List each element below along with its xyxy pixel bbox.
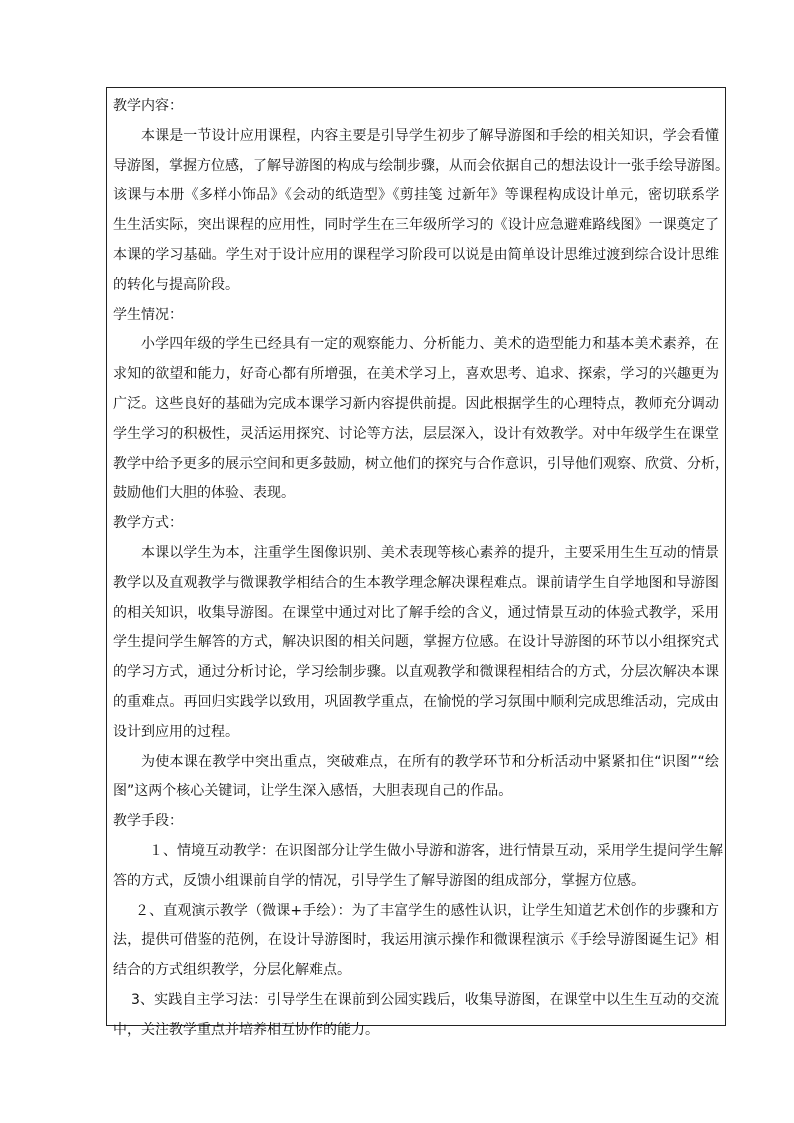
lesson-plan-content: [113, 92, 729, 1046]
paragraph-line: 学生提问学生解答的方式，解决识图的相关问题，掌握方位感。在设计导游图的环节以小组探究式: [113, 634, 719, 651]
section-heading-means: 教学手段：: [113, 813, 183, 830]
paragraph-line: 广泛。这些良好的基础为完成本课学习新内容提供前提。因此根据学生的心理特点，教师充分调动: [113, 395, 719, 412]
paragraph-line: 学生学习的积极性，灵活运用探究、讨论等方法，层层深入，设计有效教学。对中年级学生在课堂: [113, 425, 719, 442]
list-item-line: 答的方式，反馈小组课前自学的情况，引导学生了解导游图的组成部分，掌握方位感。: [113, 872, 645, 889]
paragraph-line: 设计到应用的过程。: [113, 723, 239, 740]
paragraph-line: 导游图，掌握方位感，了解导游图的构成与绘制步骤，从而会依据自己的想法设计一张手绘导游图。: [113, 157, 729, 174]
section-heading-method: 教学方式：: [113, 515, 183, 532]
paragraph-line: 教学以及直观教学与微课教学相结合的生本教学理念解决课程难点。课前请学生自学地图和导游图: [113, 574, 719, 591]
paragraph-line: 本课是一节设计应用课程，内容主要是引导学生初步了解导游图和手绘的相关知识，学会看懂: [141, 127, 719, 144]
paragraph-line: 该课与本册《多样小饰品》《会动的纸造型》《剪挂笺 过新年》等课程构成设计单元，密切联系学: [113, 187, 719, 204]
paragraph-line: 小学四年级的学生已经具有一定的观察能力、分析能力、美术的造型能力和基本美术素养，在: [141, 336, 719, 353]
paragraph-line: 的相关知识，收集导游图。在课堂中通过对比了解手绘的含义，通过情景互动的体验式教学，采用: [113, 604, 719, 621]
paragraph-line: 的转化与提高阶段。: [113, 276, 239, 293]
list-item-line: 中，关注教学重点并培养相互协作的能力。: [113, 1021, 379, 1038]
list-item-line: 结合的方式组织教学，分层化解难点。: [113, 962, 351, 979]
paragraph-line: 鼓励他们大胆的体验、表现。: [113, 485, 295, 502]
list-item-line: １、情境互动教学：在识图部分让学生做小导游和游客，进行情景互动，采用学生提问学生解: [149, 842, 723, 859]
paragraph-line: 本课的学习基础。学生对于设计应用的课程学习阶段可以说是由简单设计思维过渡到综合设计思维: [113, 246, 719, 263]
paragraph-line: 为使本课在教学中突出重点，突破难点，在所有的教学环节和分析活动中紧紧扣住“识图”“绘: [141, 753, 719, 770]
list-item-line: 3、实践自主学习法：引导学生在课前到公园实践后，收集导游图，在课堂中以生生互动的交流: [131, 991, 719, 1008]
section-heading-content: 教学内容：: [113, 98, 183, 114]
paragraph-line: 的学习方式，通过分析讨论，学习绘制步骤。以直观教学和微课程相结合的方式，分层次解决本课: [113, 664, 719, 681]
paragraph-line: 教学中给予更多的展示空间和更多鼓励，树立他们的探究与合作意识，引导他们观察、欣赏、分析，: [113, 455, 729, 472]
list-item-line: 法，提供可借鉴的范例，在设计导游图时，我运用演示操作和微课程演示《手绘导游图诞生记》相: [113, 932, 719, 949]
paragraph-line: 求知的欲望和能力，好奇心都有所增强，在美术学习上，喜欢思考、追求、探索，学习的兴趣更为: [113, 366, 719, 383]
paragraph-line: 生生活实际，突出课程的应用性，同时学生在三年级所学习的《设计应急避难路线图》一课奠定了: [113, 217, 719, 234]
section-heading-students: 学生情况：: [113, 306, 183, 323]
paragraph-line: 本课以学生为本，注重学生图像识别、美术表现等核心素养的提升，主要采用生生互动的情景: [141, 544, 719, 561]
list-item-line: ２、直观演示教学（微课+手绘）：为了丰富学生的感性认识，让学生知道艺术创作的步骤和方: [135, 902, 719, 919]
paragraph-line: 的重难点。再回归实践学以致用，巩固教学重点，在愉悦的学习氛围中顺利完成思维活动，完成由: [113, 693, 719, 710]
paragraph-line: 图”这两个核心关键词，让学生深入感悟，大胆表现自己的作品。: [113, 783, 513, 800]
